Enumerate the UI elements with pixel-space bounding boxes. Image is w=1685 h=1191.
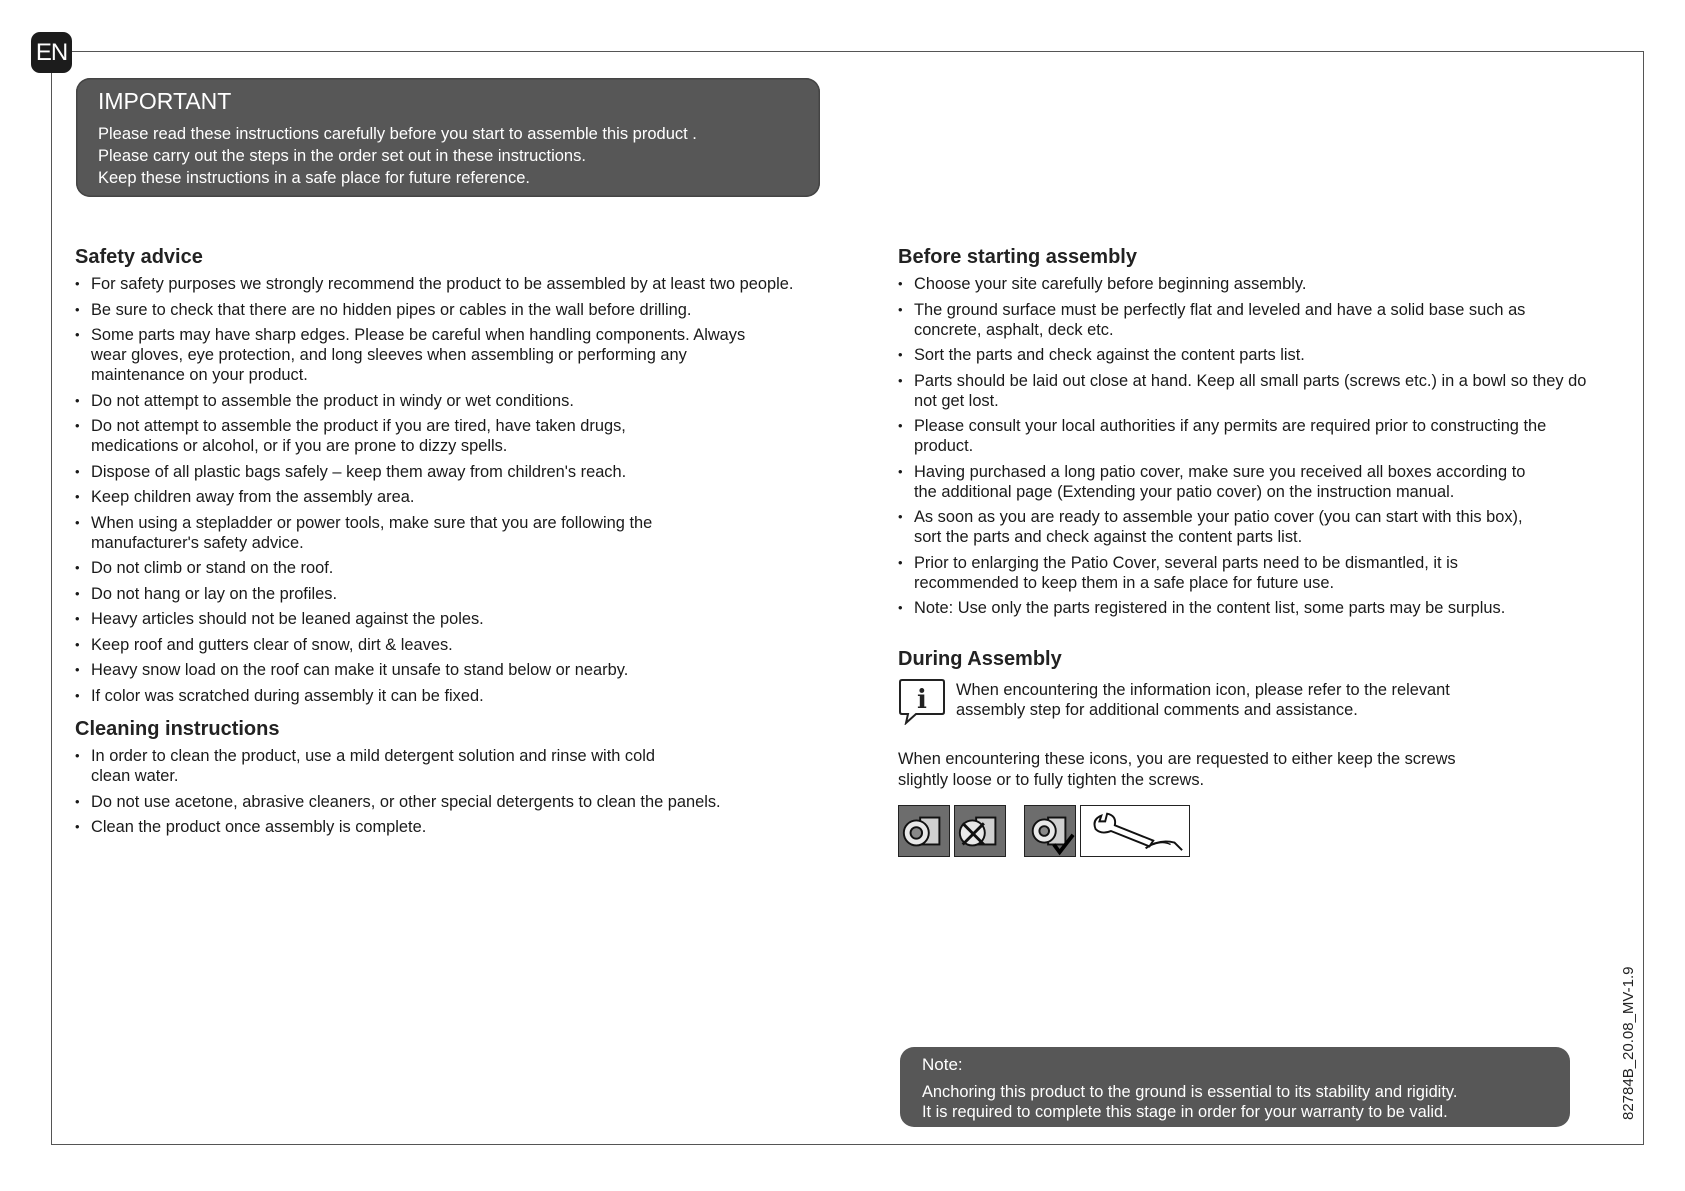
list-item: • If color was scratched during assembly it can be fixed. bbox=[75, 686, 845, 706]
note-title: Note: bbox=[922, 1055, 963, 1074]
list-item: • Keep roof and gutters clear of snow, dirt & leaves. bbox=[75, 635, 845, 655]
list-item: • Do not use acetone, abrasive cleaners, or other special detergents to clean the panels. bbox=[75, 792, 845, 812]
before-title: Before starting assembly bbox=[898, 246, 1137, 268]
cleaning-list bbox=[75, 746, 845, 837]
safety-list bbox=[75, 274, 845, 706]
before-list bbox=[898, 274, 1598, 618]
list-item: • Prior to enlarging the Patio Cover, several parts need to be dismantled, it is recommended to keep them in a safe place for future use. bbox=[898, 553, 1514, 593]
right-column bbox=[898, 246, 1598, 857]
note-line: Anchoring this product to the ground is essential to its stability and rigidity. bbox=[922, 1083, 1458, 1101]
cleaning-title: Cleaning instructions bbox=[75, 718, 280, 740]
info-text: When encountering the information icon, please refer to the relevant assembly step for additional comments and assistance. bbox=[956, 681, 1450, 719]
list-item: • For safety purposes we strongly recommend the product to be assembled by at least two people. bbox=[75, 274, 845, 294]
list-item: • Parts should be laid out close at hand. Keep all small parts (screws etc.) in a bowl so they do not get lost. bbox=[898, 371, 1594, 411]
during-title: During Assembly bbox=[898, 648, 1062, 670]
list-item: • As soon as you are ready to assemble your patio cover (you can start with this box), sort the parts and check against the content parts list. bbox=[898, 507, 1524, 547]
list-item: • Do not attempt to assemble the product if you are tired, have taken drugs, medications or alcohol, or if you are prone to dizzy spells. bbox=[75, 416, 691, 456]
list-item: • In order to clean the product, use a mild detergent solution and rinse with cold clean water. bbox=[75, 746, 691, 786]
screw-loose-cross-icon bbox=[954, 805, 1006, 857]
language-badge: EN bbox=[31, 32, 72, 73]
list-item: • Do not hang or lay on the profiles. bbox=[75, 584, 845, 604]
screw-loose-icon bbox=[898, 805, 950, 857]
important-box bbox=[76, 78, 820, 197]
list-item: • Note: Use only the parts registered in the content list, some parts may be surplus. bbox=[898, 598, 1598, 618]
wrench-hand-icon bbox=[1080, 805, 1190, 857]
list-item: • Please consult your local authorities if any permits are required prior to constructing the product. bbox=[898, 416, 1598, 456]
list-item: • Sort the parts and check against the content parts list. bbox=[898, 345, 1598, 365]
list-item: • Some parts may have sharp edges. Please be careful when handling components. Always wear gloves, eye protection, and long sleeves when assembling or performing any maintenance on your product. bbox=[75, 325, 781, 385]
list-item: • Heavy articles should not be leaned against the poles. bbox=[75, 609, 845, 629]
important-line: Please carry out the steps in the order set out in these instructions. bbox=[98, 147, 586, 165]
svg-text:i: i bbox=[917, 685, 927, 715]
important-title: IMPORTANT bbox=[98, 88, 232, 114]
list-item: • Dispose of all plastic bags safely – keep them away from children's reach. bbox=[75, 462, 845, 482]
important-line: Keep these instructions in a safe place for future reference. bbox=[98, 169, 530, 187]
list-item: • Having purchased a long patio cover, make sure you received all boxes according to the additional page (Extending your patio cover) on the instruction manual. bbox=[898, 462, 1544, 502]
list-item: • When using a stepladder or power tools, make sure that you are following the manufacturer's safety advice. bbox=[75, 513, 691, 553]
list-item: • The ground surface must be perfectly flat and leveled and have a solid base such as concrete, asphalt, deck etc. bbox=[898, 300, 1574, 340]
screws-text: When encountering these icons, you are requested to either keep the screws slightly loose or to fully tighten the screws. bbox=[898, 750, 1456, 789]
list-item: • Do not attempt to assemble the product in windy or wet conditions. bbox=[75, 391, 845, 411]
info-icon bbox=[898, 677, 946, 725]
safety-title: Safety advice bbox=[75, 246, 203, 268]
document-id: 82784B_20.08_MV-1.9 bbox=[1620, 966, 1637, 1120]
important-line: Please read these instructions carefully before you start to assemble this product . bbox=[98, 125, 697, 143]
list-item: • Heavy snow load on the roof can make it unsafe to stand below or nearby. bbox=[75, 660, 845, 680]
left-column bbox=[75, 246, 845, 843]
info-row bbox=[898, 677, 1598, 725]
list-item: • Choose your site carefully before beginning assembly. bbox=[898, 274, 1598, 294]
screw-icons-row bbox=[898, 805, 1598, 857]
list-item: • Be sure to check that there are no hidden pipes or cables in the wall before drilling. bbox=[75, 300, 845, 320]
note-line: It is required to complete this stage in order for your warranty to be valid. bbox=[922, 1103, 1448, 1121]
screw-tight-check-icon bbox=[1024, 805, 1076, 857]
list-item: • Do not climb or stand on the roof. bbox=[75, 558, 845, 578]
list-item: • Clean the product once assembly is complete. bbox=[75, 817, 845, 837]
list-item: • Keep children away from the assembly area. bbox=[75, 487, 845, 507]
note-box bbox=[900, 1047, 1570, 1127]
